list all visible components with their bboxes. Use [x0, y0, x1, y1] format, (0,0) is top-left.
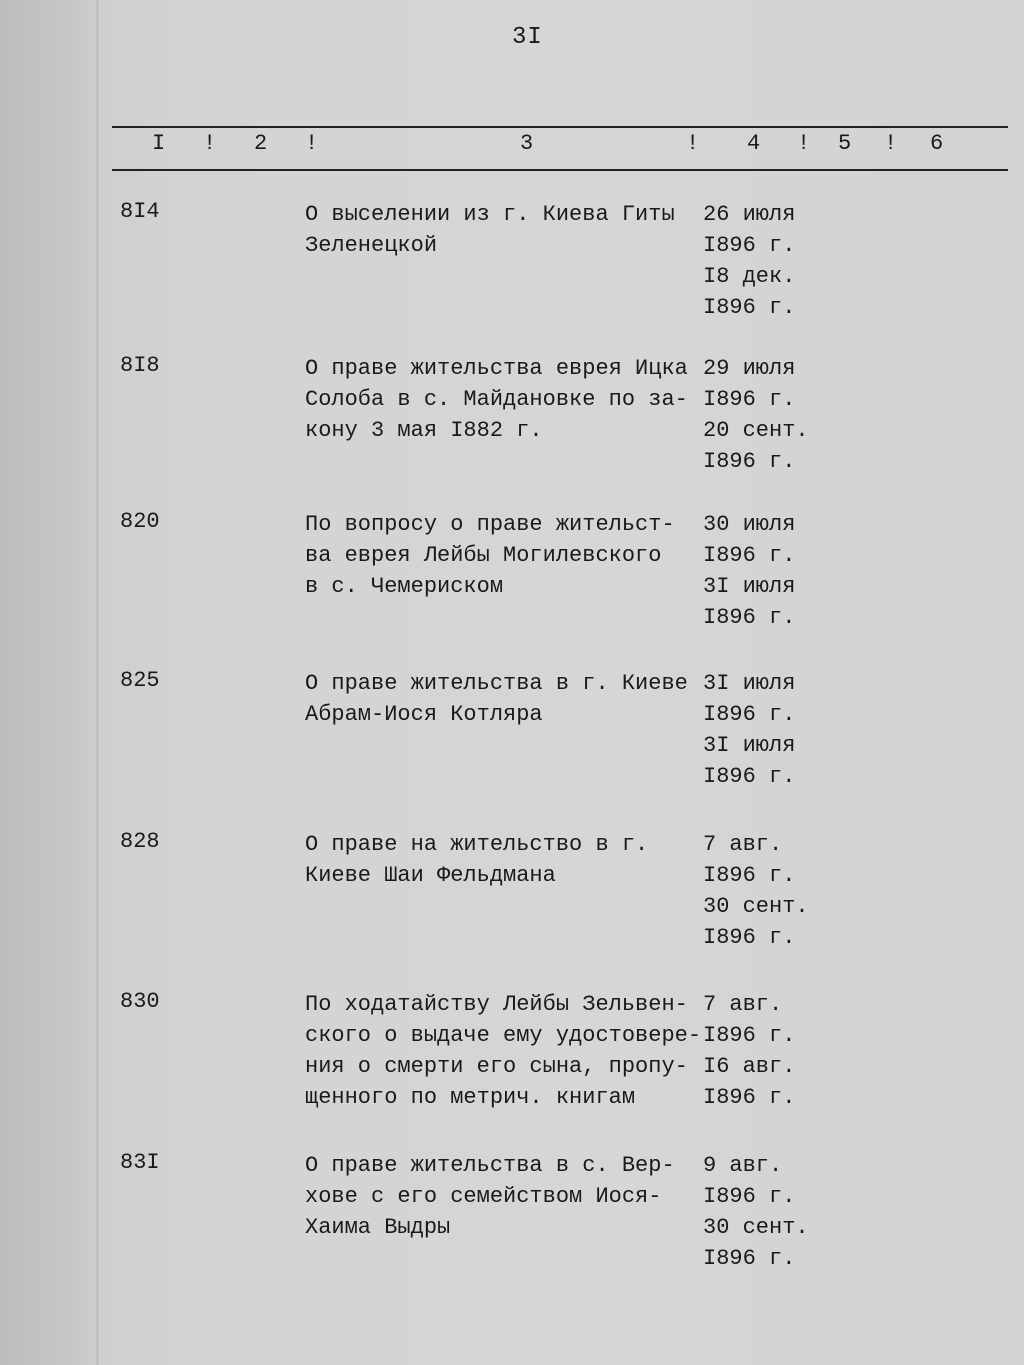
entry-description	[305, 509, 705, 602]
description-line: Хаима Выдры	[305, 1215, 451, 1240]
date-line: 7 авг.	[703, 992, 783, 1017]
entry-number: 825	[120, 668, 160, 693]
date-line: I896 г.	[703, 449, 796, 474]
date-line: 9 авг.	[703, 1153, 783, 1178]
date-line: I896 г.	[703, 863, 796, 888]
description-line: щенного по метрич. книгам	[305, 1085, 636, 1110]
description-line: хове с его семейством Иося-	[305, 1184, 662, 1209]
header-top-rule	[112, 126, 1008, 128]
date-line: I896 г.	[703, 925, 796, 950]
date-line: I896 г.	[703, 1023, 796, 1048]
entry-dates	[703, 353, 833, 477]
date-line: I8 дек.	[703, 264, 796, 289]
page-fold-shadow	[96, 0, 99, 1365]
date-line: 30 июля	[703, 512, 796, 537]
entry-description	[305, 668, 705, 730]
description-line: По ходатайству Лейбы Зельвен-	[305, 992, 688, 1017]
date-line: I896 г.	[703, 387, 796, 412]
date-line: I6 авг.	[703, 1054, 796, 1079]
entry-number: 828	[120, 829, 160, 854]
entry-description	[305, 353, 705, 446]
entry-dates	[703, 668, 833, 792]
description-line: в с. Чемериском	[305, 574, 504, 599]
entry-dates	[703, 829, 833, 953]
date-line: 29 июля	[703, 356, 796, 381]
description-line: Киеве Шаи Фельдмана	[305, 863, 556, 888]
column-header: 5	[838, 131, 852, 156]
description-line: ва еврея Лейбы Могилевского	[305, 543, 662, 568]
column-header: I	[152, 131, 166, 156]
date-line: 30 сент.	[703, 894, 809, 919]
date-line: 3I июля	[703, 671, 796, 696]
description-line: По вопросу о праве жительст-	[305, 512, 675, 537]
description-line: О праве жительства в с. Вер-	[305, 1153, 675, 1178]
description-line: О выселении из г. Киева Гиты	[305, 202, 675, 227]
date-line: I896 г.	[703, 295, 796, 320]
description-line: О праве жительства в г. Киеве	[305, 671, 688, 696]
entry-dates	[703, 1150, 833, 1274]
entry-number: 820	[120, 509, 160, 534]
entry-number: 8I8	[120, 353, 160, 378]
date-line: 30 сент.	[703, 1215, 809, 1240]
page-number: 3I	[512, 24, 543, 51]
entry-number: 83I	[120, 1150, 160, 1175]
date-line: I896 г.	[703, 702, 796, 727]
column-header: 6	[930, 131, 944, 156]
entry-number: 8I4	[120, 199, 160, 224]
column-separator: !	[884, 131, 898, 156]
column-separator: !	[305, 131, 319, 156]
entry-dates	[703, 989, 833, 1113]
description-line: Солоба в с. Майдановке по за-	[305, 387, 688, 412]
description-line: Абрам-Иося Котляра	[305, 702, 543, 727]
entry-description	[305, 989, 705, 1113]
entry-dates	[703, 199, 833, 323]
description-line: Зеленецкой	[305, 233, 438, 258]
column-separator: !	[686, 131, 700, 156]
description-line: О праве на жительство в г.	[305, 832, 649, 857]
date-line: I896 г.	[703, 1246, 796, 1271]
date-line: 3I июля	[703, 733, 796, 758]
column-header: 2	[254, 131, 268, 156]
date-line: I896 г.	[703, 233, 796, 258]
date-line: 26 июля	[703, 202, 796, 227]
column-header: 4	[747, 131, 761, 156]
entry-description	[305, 1150, 705, 1243]
description-line: кону 3 мая I882 г.	[305, 418, 543, 443]
column-header: 3	[520, 131, 534, 156]
column-separator: !	[203, 131, 217, 156]
date-line: 7 авг.	[703, 832, 783, 857]
entry-description	[305, 829, 705, 891]
date-line: I896 г.	[703, 764, 796, 789]
date-line: I896 г.	[703, 605, 796, 630]
header-bottom-rule	[112, 169, 1008, 171]
date-line: I896 г.	[703, 1085, 796, 1110]
entry-number: 830	[120, 989, 160, 1014]
entry-description	[305, 199, 705, 261]
description-line: ния о смерти его сына, пропу-	[305, 1054, 688, 1079]
entry-dates	[703, 509, 833, 633]
date-line: 20 сент.	[703, 418, 809, 443]
description-line: О праве жительства еврея Ицка	[305, 356, 688, 381]
column-separator: !	[797, 131, 811, 156]
date-line: I896 г.	[703, 543, 796, 568]
date-line: I896 г.	[703, 1184, 796, 1209]
description-line: ского о выдаче ему удостовере-	[305, 1023, 702, 1048]
date-line: 3I июля	[703, 574, 796, 599]
